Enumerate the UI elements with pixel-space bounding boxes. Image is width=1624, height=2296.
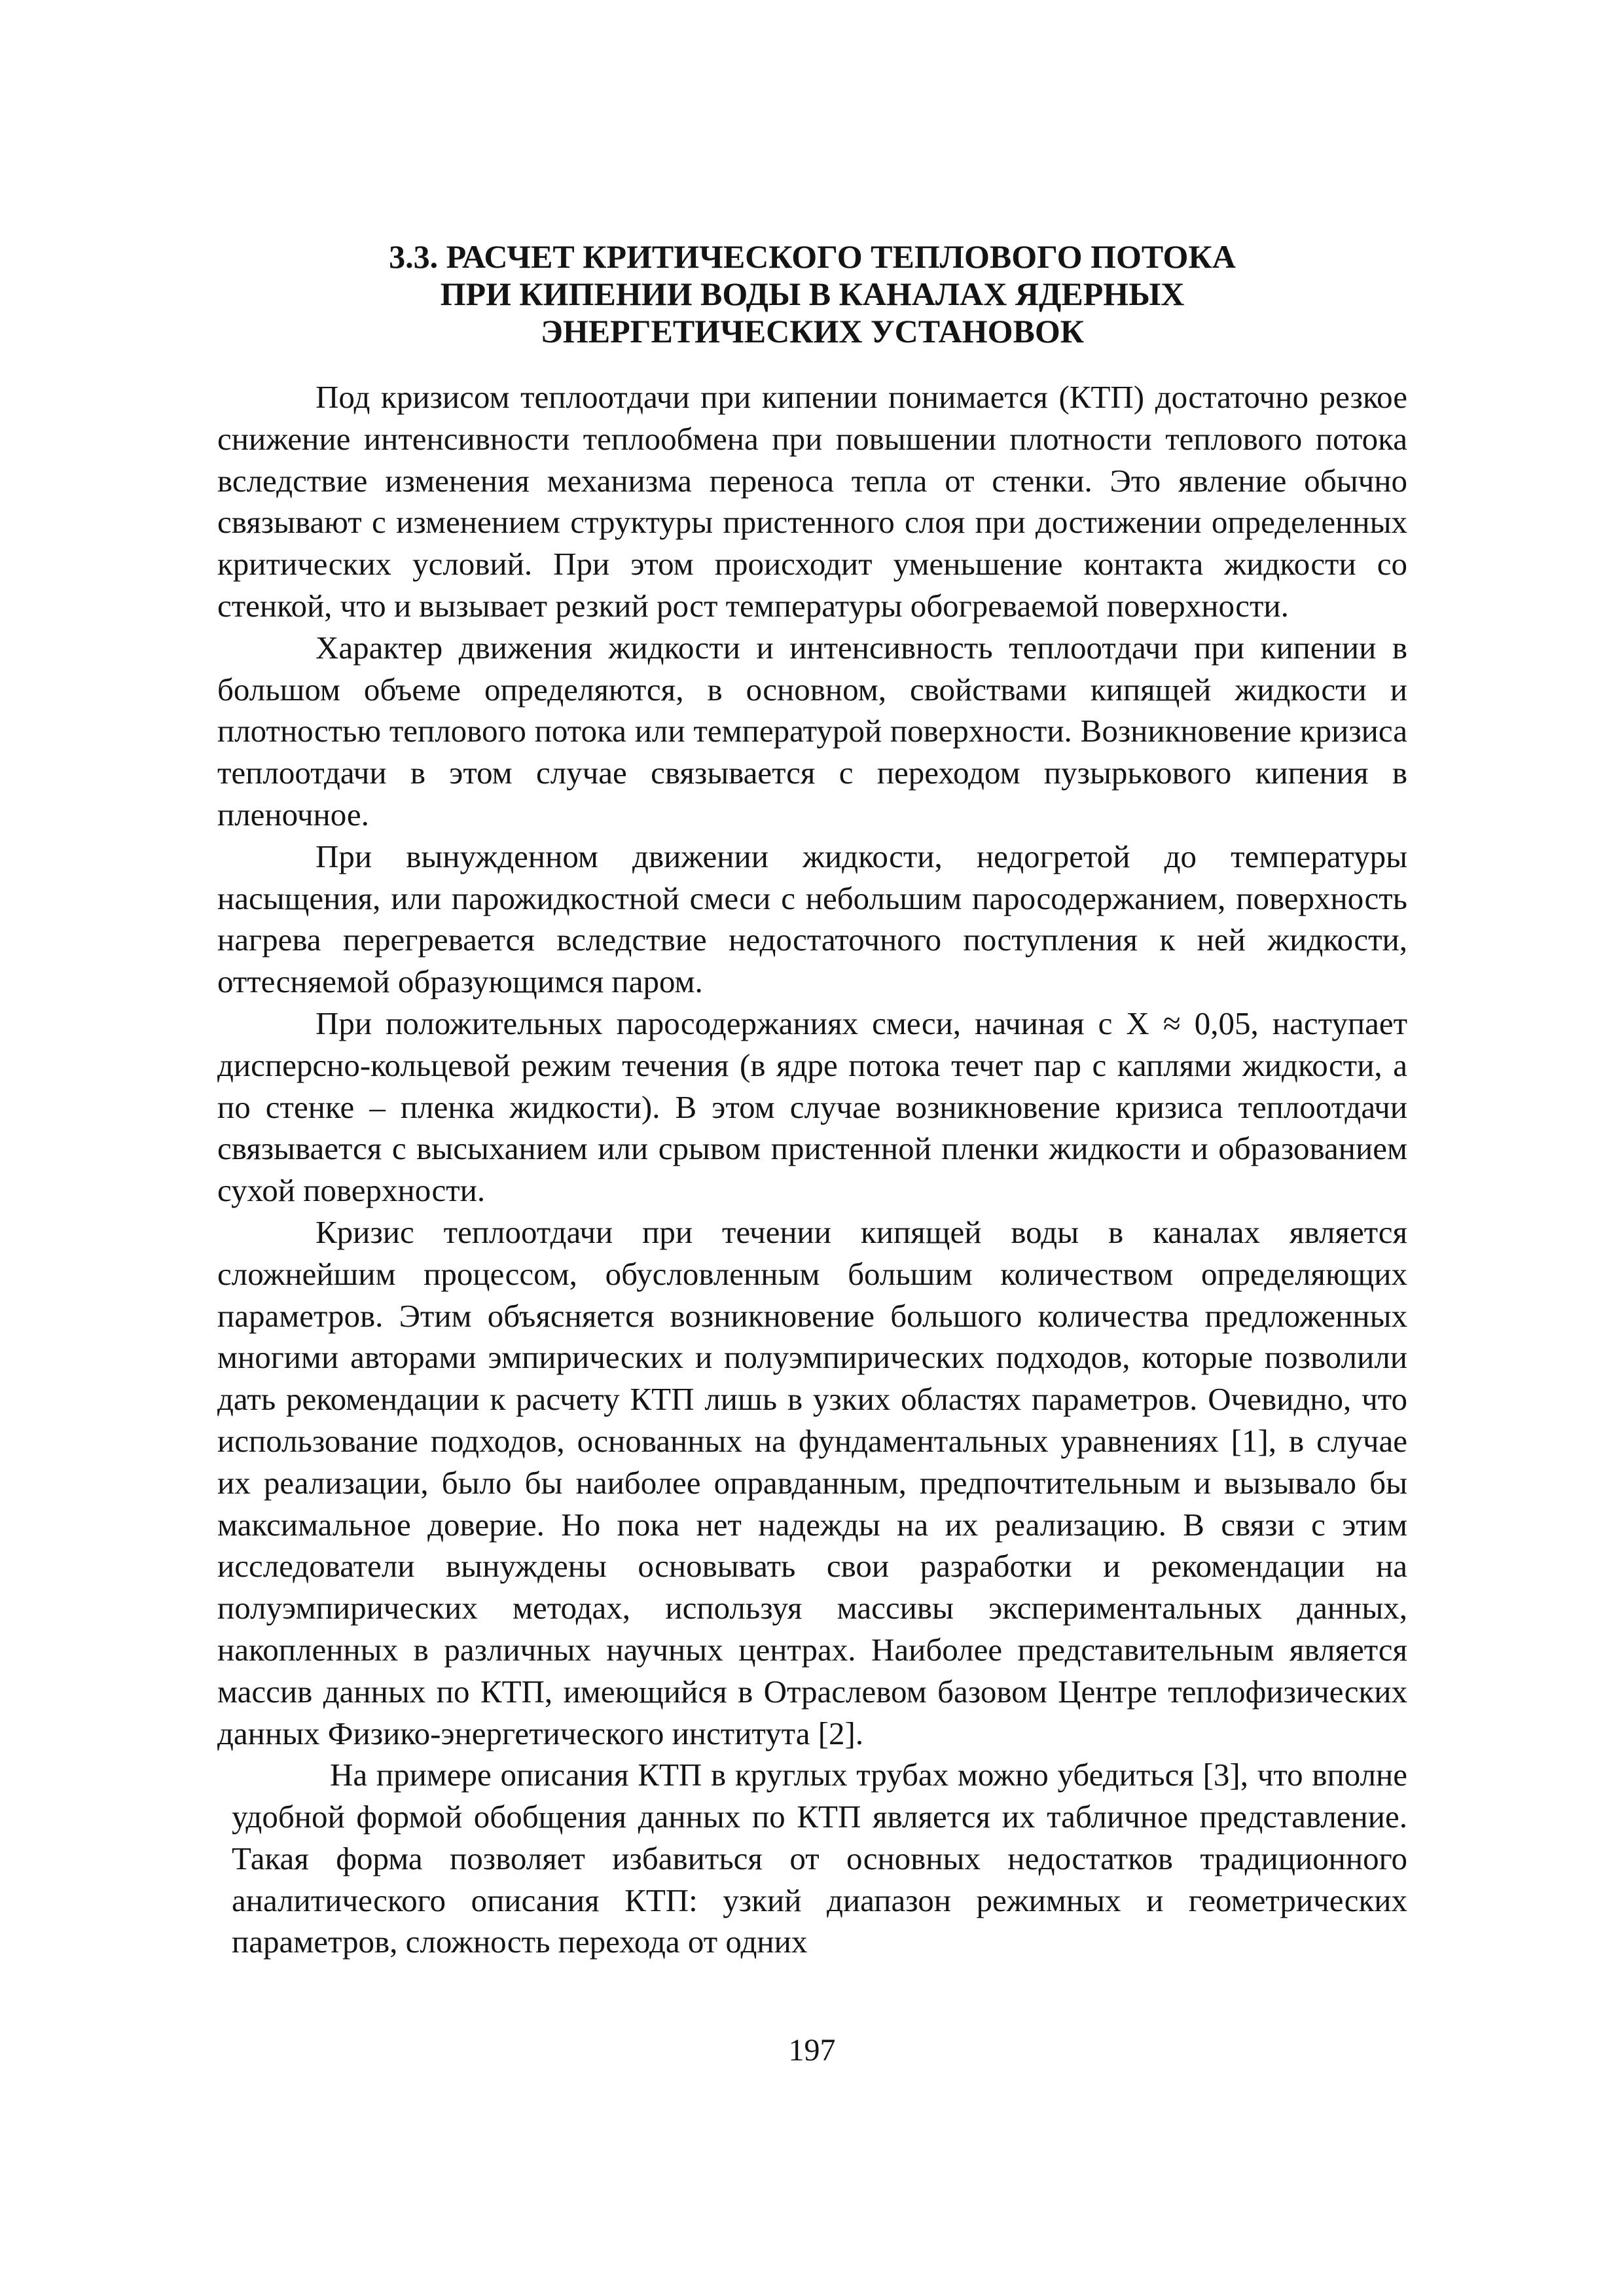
section-title xyxy=(217,238,1407,350)
section-title-line-1: 3.3. РАСЧЕТ КРИТИЧЕСКОГО ТЕПЛОВОГО ПОТОКА xyxy=(389,238,1236,275)
page-content xyxy=(217,238,1407,1963)
section-title-line-3: ЭНЕРГЕТИЧЕСКИХ УСТАНОВОК xyxy=(540,313,1085,350)
section-title-line-2: ПРИ КИПЕНИИ ВОДЫ В КАНАЛАХ ЯДЕРНЫХ xyxy=(440,276,1185,312)
paragraph-5: Кризис теплоотдачи при течении кипящей воды в каналах является сложнейшим процессом, обусловленным большим количеством определяющих параметров. Этим объясняется возникновение большого количества предложенных многими авторами эмпирических и полуэмпирических подходов, которые позволили дать рекомендации к расчету КТП лишь в узких областях параметров. Очевидно, что использование подходов, основанных на фундаментальных уравнениях [1], в случае их реализации, было бы наиболее оправданным, предпочтительным и вызывало бы максимальное доверие. Но пока нет надежды на их реализацию. В связи с этим исследователи вынуждены основывать свои разработки и рекомендации на полуэмпирических методах, используя массивы экспериментальных данных, накопленных в различных научных центрах. Наиболее представительным является массив данных по КТП, имеющийся в Отраслевом базовом Центре теплофизических данных Физико-энергетического института [2]. xyxy=(217,1213,1407,1751)
paragraph-6: На примере описания КТП в круглых трубах можно убедиться [3], что вполне удобной формой обобщения данных по КТП является их табличное представление. Такая форма позволяет избавиться от основных недостатков традиционного аналитического описания КТП: узкий диапазон режимных и геометрических параметров, сложность перехода от одних xyxy=(232,1757,1407,1960)
paragraph-3: При вынужденном движении жидкости, недогретой до температуры насыщения, или парожидкостной смеси с небольшим паросодержанием, поверхность нагрева перегревается вследствие недостаточного поступления к ней жидкости, оттесняемой образующимся паром. xyxy=(217,838,1407,1000)
page-number: 197 xyxy=(788,2033,836,2068)
paragraph-4: При положительных паросодержаниях смеси, начиная с X ≈ 0,05, наступает дисперсно-кольцевой режим течения (в ядре потока течет пар с каплями жидкости, а по стенке – пленка жидкости). В этом случае возникновение кризиса теплоотдачи связывается с высыханием или срывом пристенной пленки жидкости и образованием сухой поверхности. xyxy=(217,1005,1407,1209)
paragraph-1: Под кризисом теплоотдачи при кипении понимается (КТП) достаточно резкое снижение интенсивности теплообмена при повышении плотности теплового потока вследствие изменения механизма переноса тепла от стенки. Это явление обычно связывают с изменением структуры пристенного слоя при достижении определенных критических условий. При этом происходит уменьшение контакта жидкости со стенкой, что и вызывает резкий рост температуры обогреваемой поверхности. xyxy=(217,379,1407,624)
paragraph-2: Характер движения жидкости и интенсивность теплоотдачи при кипении в большом объеме определяются, в основном, свойствами кипящей жидкости и плотностью теплового потока или температурой поверхности. Возникновение кризиса теплоотдачи в этом случае связывается с переходом пузырькового кипения в пленочное. xyxy=(217,629,1407,833)
